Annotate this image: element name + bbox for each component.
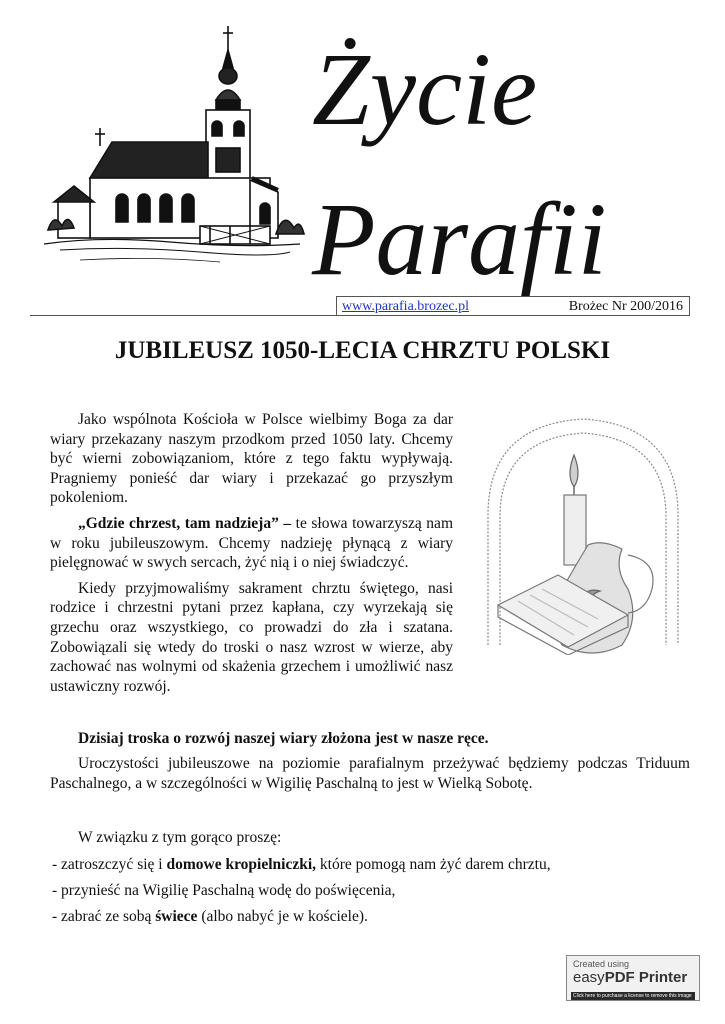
watermark-brand-light: easy (573, 969, 605, 986)
article-headline: JUBILEUSZ 1050-LECIA CHRZTU POLSKI (114, 337, 611, 364)
list-item (52, 881, 551, 901)
issue-number: Brożec Nr 200/2016 (568, 298, 683, 314)
masthead-title-line2: Parafii (312, 182, 607, 297)
paragraph-6-block (50, 828, 690, 848)
paragraph-3: Kiedy przyjmowaliśmy sakrament chrztu świętego, nasi rodzice i chrzestni pytani przez kapłana, czy wyrzekają się grzechu oraz wszystkiego, co prowadzi do zła i szatana. Zobowiązali się wtedy do troski o nasz wzrost w wierze, aby zachować nas wolnymi od skażenia grzechem i umożliwić nasz ustawiczny rozwój. (50, 579, 453, 695)
header-divider (30, 315, 690, 316)
list-item-text: (albo nabyć je w kościele). (197, 908, 368, 926)
paragraph-5: Uroczystości jubileuszowe na poziomie parafialnym przeżywać będziemy podczas Triduum Paschalnego, a w szczególności w Wigilię Paschalną to jest w Wielką Sobotę. (50, 755, 690, 792)
website-link[interactable]: www.parafia.brozec.pl (342, 298, 469, 314)
watermark-license-link[interactable]: Click here to purchase a license to remove this image (571, 992, 695, 1000)
masthead-info-box (336, 296, 690, 316)
request-list (52, 855, 551, 933)
paragraph-4-block (50, 729, 690, 749)
list-item-text: - zatroszczyć się i (52, 856, 167, 873)
paragraph-2-text: te słowa towarzyszą nam w roku jubileuszowym. Chcemy nadzieję płynącą z wiary pielęgnować w swych sercach, żyć nią i o niej świadczyć. (50, 514, 453, 572)
list-item-bold: domowe kropielniczki, (166, 856, 317, 873)
list-item (52, 907, 551, 927)
watermark-brand (573, 969, 687, 986)
article-column (50, 410, 453, 702)
masthead-title-line1: Życie (312, 32, 538, 147)
candle-and-jug-illustration (478, 405, 688, 655)
paragraph-6: W związku z tym gorąco proszę: (78, 829, 282, 846)
church-illustration (40, 20, 305, 278)
paragraph-5-block (50, 754, 690, 793)
pdf-printer-watermark[interactable] (566, 955, 700, 1001)
list-item-text: - zabrać ze sobą (52, 908, 156, 926)
paragraph-1: Jako wspólnota Kościoła w Polsce wielbimy Boga za dar wiary przekazany naszym przodkom przed 1050 laty. Chcemy być wierni zobowiązaniom, które z tego faktu wypływają. Pragniemy ponieść dar wiary i przekazać go przyszłym pokoleniom. (50, 411, 453, 507)
list-item (52, 855, 551, 875)
paragraph-4: Dzisiaj troska o rozwój naszej wiary złożona jest w nasze ręce. (78, 730, 489, 747)
list-item-text: które pomogą nam żyć darem chrztu, (316, 856, 551, 873)
paragraph-2-motto: „Gdzie chrzest, tam nadzieja” – (78, 514, 292, 532)
list-item-bold: świece (155, 908, 198, 926)
paragraph-2 (50, 514, 453, 573)
watermark-created-label: Created using (573, 959, 630, 969)
list-item-text: - przynieść na Wigilię Paschalną wodę do poświęcenia, (52, 882, 396, 900)
watermark-brand-bold: PDF Printer (604, 969, 688, 986)
